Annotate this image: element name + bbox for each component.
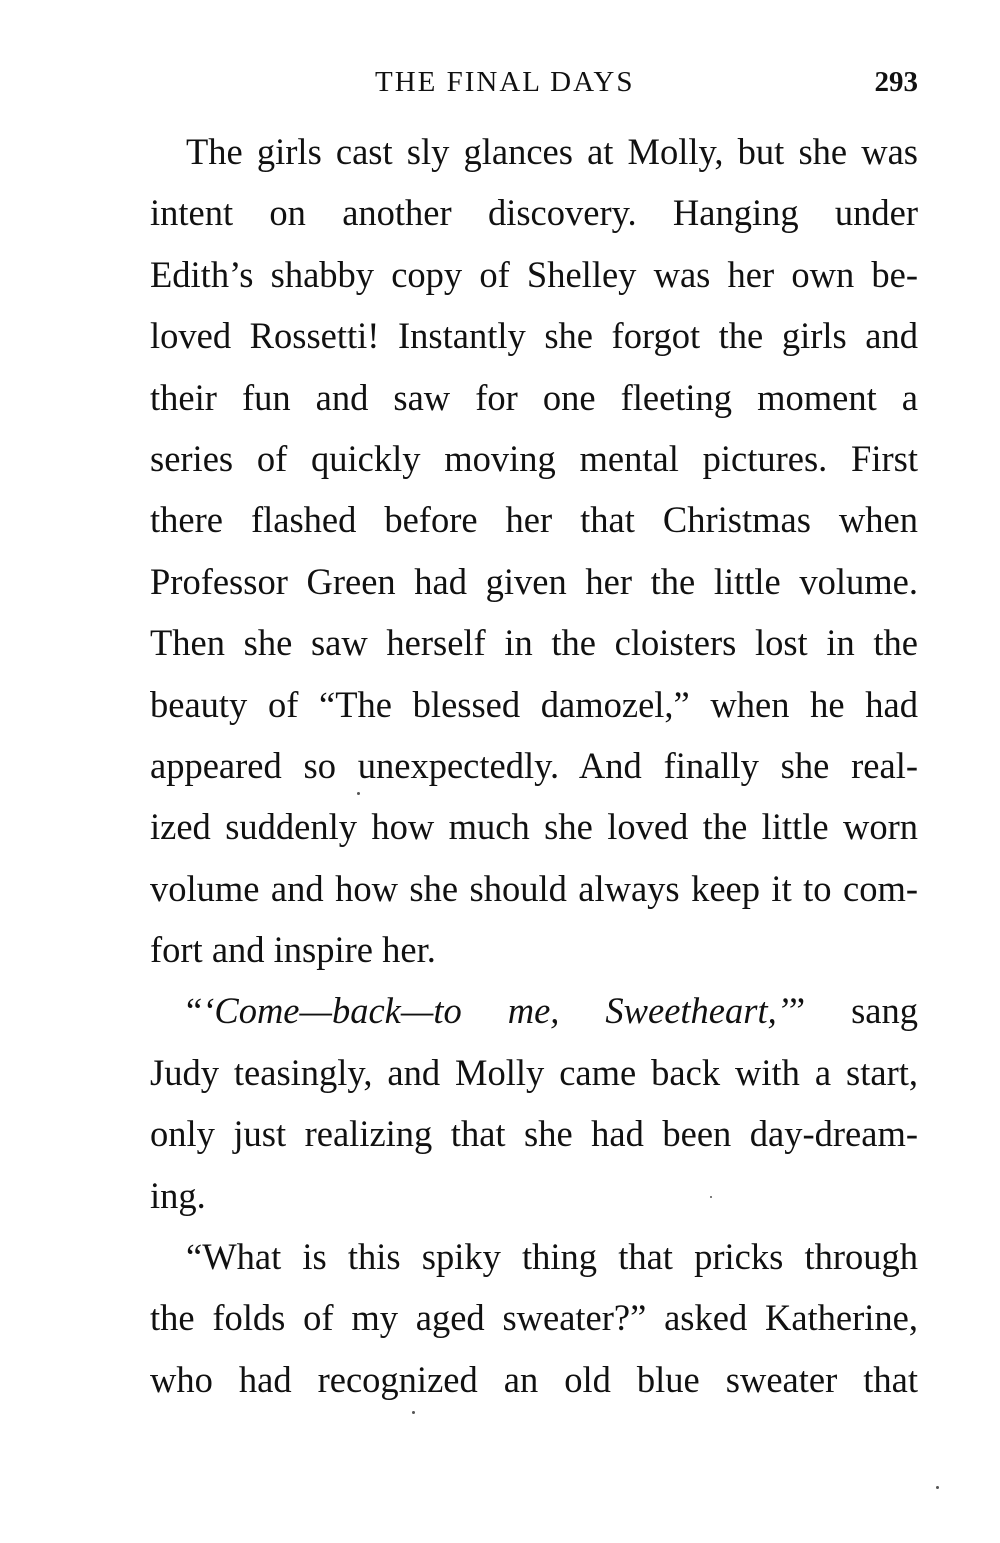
page-number: 293 <box>874 66 918 98</box>
text-line: ing. <box>150 1174 206 1216</box>
text-line: fort and inspire her. <box>150 929 436 971</box>
line-remainder: ” sang <box>788 990 918 1032</box>
paper-speck <box>412 1411 415 1414</box>
text-line: only just realizing that she had been day-dream- <box>150 1113 918 1155</box>
chapter-title: THE FINAL DAYS <box>375 66 635 98</box>
text-line: beauty of “The blessed damozel,” when he had <box>150 683 918 725</box>
text-line: Edith’s shabby copy of Shelley was her own be- <box>150 253 918 295</box>
text-line: appeared so unexpectedly. And finally she real- <box>150 744 918 786</box>
text-line <box>150 980 918 1041</box>
paper-speck <box>710 1196 712 1198</box>
text-line: there flashed before her that Christmas when <box>150 499 918 541</box>
text-line: The girls cast sly glances at Molly, but she was <box>186 131 918 172</box>
text-line: volume and how she should always keep it to com- <box>150 867 918 909</box>
text-line: “What is this spiky thing that pricks through <box>186 1236 918 1278</box>
paper-speck <box>357 792 360 795</box>
text-line: their fun and saw for one fleeting moment a <box>150 376 918 418</box>
paper-speck <box>936 1486 939 1489</box>
text-line: loved Rossetti! Instantly she forgot the girls and <box>150 315 918 357</box>
song-lyric: ‘Come—back—to me, Sweetheart,’ <box>202 990 789 1032</box>
open-quote: “ <box>186 990 203 1032</box>
text-line: ized suddenly how much she loved the little worn <box>150 806 918 848</box>
text-line: intent on another discovery. Hanging under <box>150 192 918 234</box>
text-line: series of quickly moving mental pictures. First <box>150 437 918 479</box>
running-header <box>150 62 920 102</box>
text-line: who had recognized an old blue sweater that <box>150 1358 918 1400</box>
body-text <box>150 121 918 1410</box>
text-line: Judy teasingly, and Molly came back with a start, <box>150 1051 918 1093</box>
text-line: the folds of my aged sweater?” asked Katherine, <box>150 1297 918 1339</box>
text-line: Then she saw herself in the cloisters lost in the <box>150 622 918 664</box>
text-line: Professor Green had given her the little volume. <box>150 560 918 602</box>
